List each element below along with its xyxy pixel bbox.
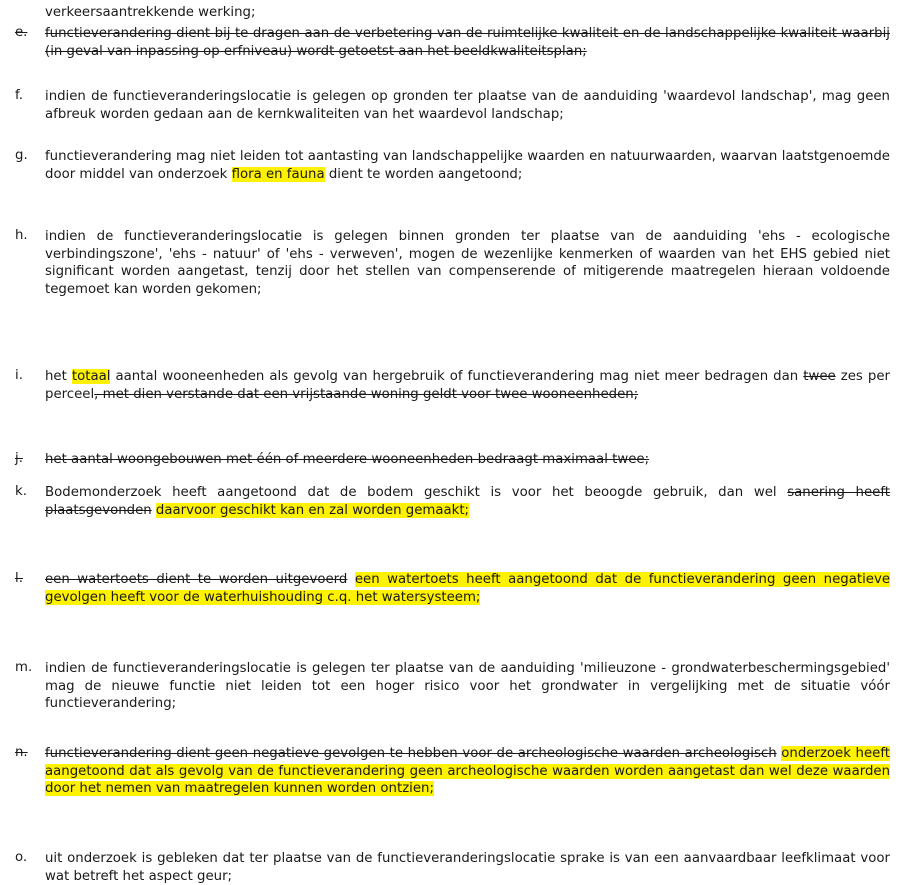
text-segment: indien de functieveranderingslocatie is gelegen binnen gronden ter plaatse van de aanduiding 'ehs - ecologische verbindingszone', 'ehs - natuur' of 'ehs - verweven', mogen de wezenlijke kenmerken of waarden van het EHS gebied niet significant worden aangetast, tenzij door het stellen van compenserende of mitigerende maatregelen hieraan voldoende tegemoet kan worden gekomen; <box>45 229 890 298</box>
continuation-text: verkeersaantrekkende werking; <box>45 5 256 20</box>
list-item-label: e. <box>15 25 28 40</box>
text-segment <box>347 572 355 587</box>
list-item-text <box>45 451 890 469</box>
list-item-label: g. <box>15 148 28 163</box>
list-item-text <box>45 660 890 713</box>
struck-text: sanering heeft plaatsgevonden <box>45 485 890 518</box>
text-segment: indien de functieveranderingslocatie is gelegen ter plaatse van de aanduiding 'milieuzone - grondwaterbeschermingsgebied' mag de nieuwe functie niet leiden tot een hoger risico voor het grondwater in vergelijking met de situatie vóór functieverandering; <box>45 661 890 712</box>
highlighted-text: flora en fauna <box>231 166 325 182</box>
list-item-text <box>45 228 890 299</box>
list-item-label: i. <box>15 368 23 383</box>
highlighted-text: een watertoets heeft aangetoond dat de functieverandering geen negatieve gevolgen heeft voor de waterhuishouding c.q. het watersysteem; <box>45 572 890 605</box>
list-item-text <box>45 850 890 885</box>
text-segment: Bodemonderzoek heeft aangetoond dat de bodem geschikt is voor het beoogde gebruik, dan wel <box>45 485 788 500</box>
list-item-label: f. <box>15 88 23 103</box>
text-segment: het <box>45 369 72 384</box>
highlighted-text: totaal <box>71 369 111 384</box>
struck-text: functieverandering dient bij te dragen aan de verbetering van de ruimtelijke kwaliteit en de landschappelijke kwaliteit waarbij (in geval van inpassing op erfniveau) wordt getoetst aan het beeldkwaliteitsplan; <box>45 26 890 59</box>
text-segment: dient te worden aangetoond; <box>324 166 523 182</box>
list-item-label: o. <box>15 850 28 865</box>
list-item-text <box>45 571 890 606</box>
text-segment: functieverandering mag niet leiden tot aantasting van landschappelijke waarden en natuurwaarden, waarvan laatstgenoemde door middel van onderzoek <box>45 149 890 182</box>
list-item-label: m. <box>15 660 33 675</box>
struck-text: , met dien verstande dat een vrijstaande woning geldt voor twee wooneenheden; <box>94 386 639 402</box>
text-segment: uit onderzoek is gebleken dat ter plaatse van de functieveranderingslocatie sprake is van een aanvaardbaar leefklimaat voor wat betreft het aspect geur; <box>45 851 890 884</box>
struck-text: het aantal woongebouwen met één of meerdere wooneenheden bedraagt maximaal twee; <box>45 452 650 467</box>
list-item-label: h. <box>15 228 28 243</box>
list-item-text <box>45 88 890 123</box>
list-item-label: n. <box>15 745 28 760</box>
text-segment: zes per perceel <box>45 369 890 402</box>
text-segment: aantal wooneenheden als gevolg van hergebruik of functieverandering mag niet meer bedragen dan <box>110 369 804 384</box>
list-item-label: k. <box>15 484 27 499</box>
struck-text: een watertoets dient te worden uitgevoerd <box>45 572 348 587</box>
list-item-text <box>45 745 890 798</box>
list-item-label: l. <box>15 571 23 586</box>
list-item-text <box>45 148 890 183</box>
list-item-text <box>45 25 890 60</box>
list-item-text <box>45 368 890 403</box>
text-segment: indien de functieveranderingslocatie is gelegen op gronden ter plaatse van de aanduiding 'waardevol landschap', mag geen afbreuk worden gedaan aan de kernkwaliteiten van het waardevol landschap; <box>45 89 890 122</box>
highlighted-text: onderzoek heeft aangetoond dat als gevolg van de functieverandering geen archeologische waarden worden aangetast dan wel deze waarden door het nemen van maatregelen kunnen worden ontzien; <box>45 746 891 797</box>
struck-text: twee <box>803 369 836 384</box>
list-item-text <box>45 484 890 519</box>
list-item-label: j. <box>15 451 23 466</box>
highlighted-text: daarvoor geschikt kan en zal worden gemaakt; <box>155 502 470 518</box>
struck-text: functieverandering dient geen negatieve gevolgen te hebben voor de archeologische waarden archeologisch <box>45 746 777 761</box>
